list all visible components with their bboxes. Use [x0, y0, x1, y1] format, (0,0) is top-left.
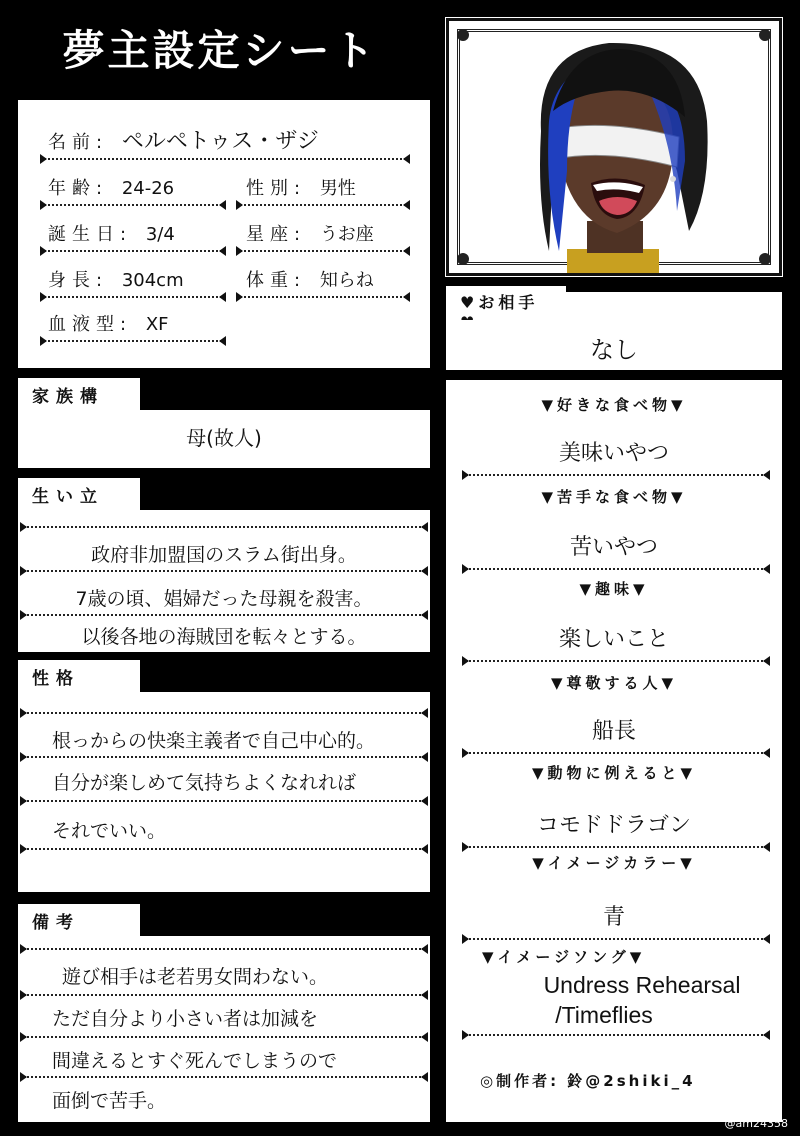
divider	[24, 994, 424, 996]
personality-line: 自分が楽しめて気持ちよくなれれば	[52, 772, 357, 794]
upbringing-line: 以後各地の海賊団を転々とする。	[81, 626, 367, 648]
favorites-panel	[446, 380, 782, 1122]
hobby-value: 楽しいこと	[558, 627, 669, 652]
zodiac-label: 星座:	[246, 224, 307, 245]
divider	[24, 526, 424, 528]
page-title: 夢主設定シート	[62, 26, 378, 75]
blood-field	[48, 310, 169, 336]
animal-value: コモドドラゴン	[536, 813, 691, 838]
dislikes-food-value: 苦いやつ	[569, 535, 658, 560]
divider	[240, 204, 406, 206]
partner-value: なし	[590, 336, 638, 364]
upbringing-tab: 生い立	[18, 478, 140, 510]
divider	[44, 250, 222, 252]
divider	[240, 250, 406, 252]
divider	[466, 846, 766, 848]
notes-line: 遊び相手は老若男女問わない。	[62, 966, 329, 988]
age-field	[48, 174, 174, 200]
song-line2: /Timeflies	[555, 1002, 653, 1028]
personality-line: 根っからの快楽主義者で自己中心的。	[52, 730, 376, 752]
gender-label: 性別:	[246, 178, 307, 199]
notes-panel	[18, 936, 430, 1122]
name-value: ペルペトゥス・ザジ	[121, 129, 319, 154]
respect-value: 船長	[591, 719, 636, 744]
creator-credit: ◎制作者: 鈴@2shiki_4	[480, 1072, 696, 1090]
personality-tab: 性格	[18, 660, 140, 692]
personality-panel	[18, 692, 430, 892]
height-value: 304cm	[121, 270, 184, 291]
personality-line: それでいい。	[52, 820, 167, 842]
upbringing-line: 政府非加盟国のスラム街出身。	[91, 544, 357, 566]
partner-tab: ♥お相手	[446, 286, 566, 320]
upbringing-line: 7歳の頃、娼婦だった母親を殺害。	[75, 588, 373, 610]
notes-line: 間違えるとすぐ死んでしまうので	[52, 1050, 338, 1072]
divider	[44, 296, 222, 298]
zodiac-field	[246, 220, 374, 246]
divider	[44, 340, 222, 342]
name-label: 名前:	[48, 132, 109, 153]
birthday-label: 誕生日:	[48, 224, 133, 245]
likes-food-heading: ▼好きな食べ物▼	[541, 396, 687, 414]
color-heading: ▼イメージカラー▼	[532, 854, 696, 872]
divider	[466, 568, 766, 570]
blood-label: 血液型:	[48, 314, 133, 335]
divider	[44, 204, 222, 206]
height-label: 身長:	[48, 270, 109, 291]
divider	[24, 614, 424, 616]
partner-panel	[446, 320, 782, 370]
divider	[24, 1076, 424, 1078]
age-value: 24-26	[121, 178, 175, 199]
name-field	[48, 124, 319, 155]
divider	[24, 800, 424, 802]
character-portrait	[449, 21, 779, 273]
animal-heading: ▼動物に例えると▼	[531, 764, 697, 782]
height-field	[48, 266, 184, 292]
divider	[466, 1034, 766, 1036]
divider	[24, 570, 424, 572]
upbringing-panel	[18, 510, 430, 652]
divider	[466, 660, 766, 662]
likes-food-value: 美味いやつ	[558, 441, 669, 466]
notes-tab: 備考	[18, 904, 140, 936]
respect-heading: ▼尊敬する人▼	[550, 674, 678, 692]
family-tab: 家族構	[18, 378, 140, 410]
divider	[24, 948, 424, 950]
weight-value: 知らね	[319, 270, 374, 291]
zodiac-value: うお座	[319, 224, 374, 245]
divider	[24, 1036, 424, 1038]
blood-value: XF	[145, 314, 169, 335]
notes-line: ただ自分より小さい者は加減を	[52, 1008, 319, 1030]
age-label: 年齢:	[48, 178, 109, 199]
artist-handle: @am24358	[724, 1117, 788, 1130]
birthday-field	[48, 220, 175, 246]
profile-panel	[18, 100, 430, 368]
family-text: 母(故人)	[186, 426, 262, 450]
divider	[24, 756, 424, 758]
birthday-value: 3/4	[145, 224, 175, 245]
divider	[240, 296, 406, 298]
divider	[466, 752, 766, 754]
divider	[24, 712, 424, 714]
family-panel	[18, 410, 430, 468]
divider	[466, 938, 766, 940]
hobby-heading: ▼趣味▼	[579, 580, 649, 598]
notes-line: 面倒で苦手。	[52, 1090, 167, 1112]
gender-field	[246, 174, 356, 200]
divider	[44, 158, 406, 160]
portrait-frame	[446, 18, 782, 276]
weight-label: 体重:	[246, 270, 307, 291]
divider	[466, 474, 766, 476]
divider	[24, 848, 424, 850]
partner-tab-extension	[566, 292, 782, 320]
song-heading: ▼イメージソング▼	[482, 948, 646, 966]
song-line1: Undress Rehearsal	[543, 972, 741, 998]
dislikes-food-heading: ▼苦手な食べ物▼	[541, 488, 687, 506]
color-value: 青	[602, 905, 625, 930]
weight-field	[246, 266, 374, 292]
gender-value: 男性	[319, 178, 356, 199]
